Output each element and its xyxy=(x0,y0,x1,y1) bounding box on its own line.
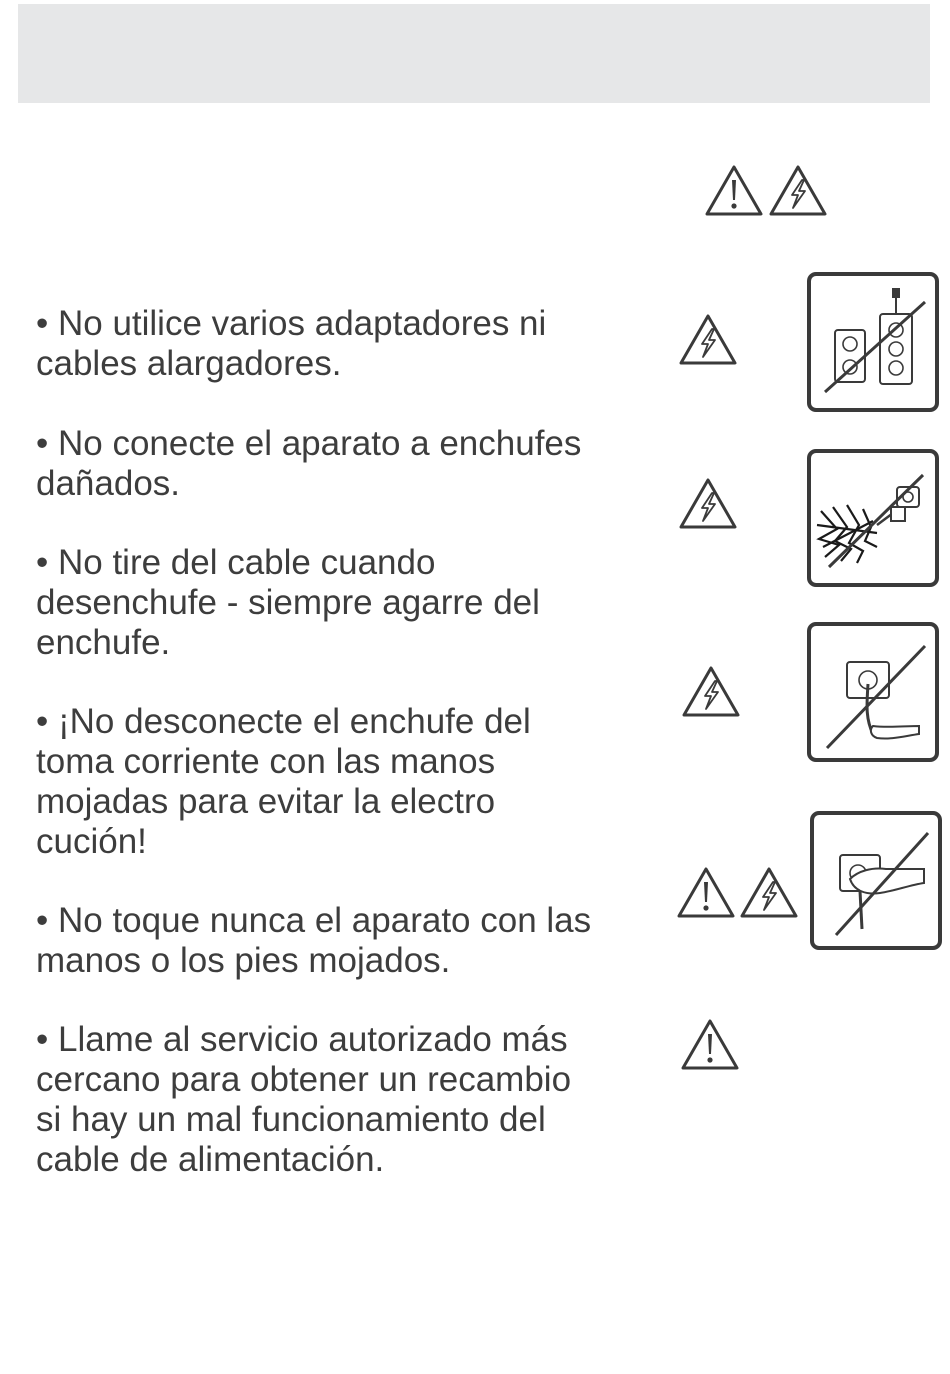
safety-item-wet-hands-unplug: • ¡No desconecte el enchufe del toma corriente con las manos mojadas para evitar la electro cución! xyxy=(36,702,531,861)
header-band xyxy=(18,4,930,103)
electric-hazard-icon xyxy=(768,163,828,219)
electric-hazard-icon xyxy=(739,865,799,921)
no-pulling-cord-icon xyxy=(807,622,939,762)
warning-icon xyxy=(704,163,764,219)
no-multiple-adapters-icon xyxy=(807,272,939,412)
no-damaged-plug-icon xyxy=(807,449,939,587)
electric-hazard-icon xyxy=(681,664,741,720)
safety-item-adapters: • No utilice varios adaptadores ni cables alargadores. xyxy=(36,304,547,383)
warning-icon xyxy=(676,865,736,921)
no-wet-hands-icon xyxy=(810,811,942,950)
electric-hazard-icon xyxy=(678,312,738,368)
safety-item-service: • Llame al servicio autorizado más cercano para obtener un recambio si hay un mal funcionamiento del cable de alimentación. xyxy=(36,1020,572,1179)
safety-item-damaged-plugs: • No conecte el aparato a enchufes dañados. xyxy=(36,424,582,503)
electric-hazard-icon xyxy=(678,476,738,532)
safety-item-wet-hands-feet: • No toque nunca el aparato con las manos o los pies mojados. xyxy=(36,901,592,980)
safety-item-pull-cable: • No tire del cable cuando desenchufe - siempre agarre del enchufe. xyxy=(36,543,540,662)
warning-icon xyxy=(680,1017,740,1073)
